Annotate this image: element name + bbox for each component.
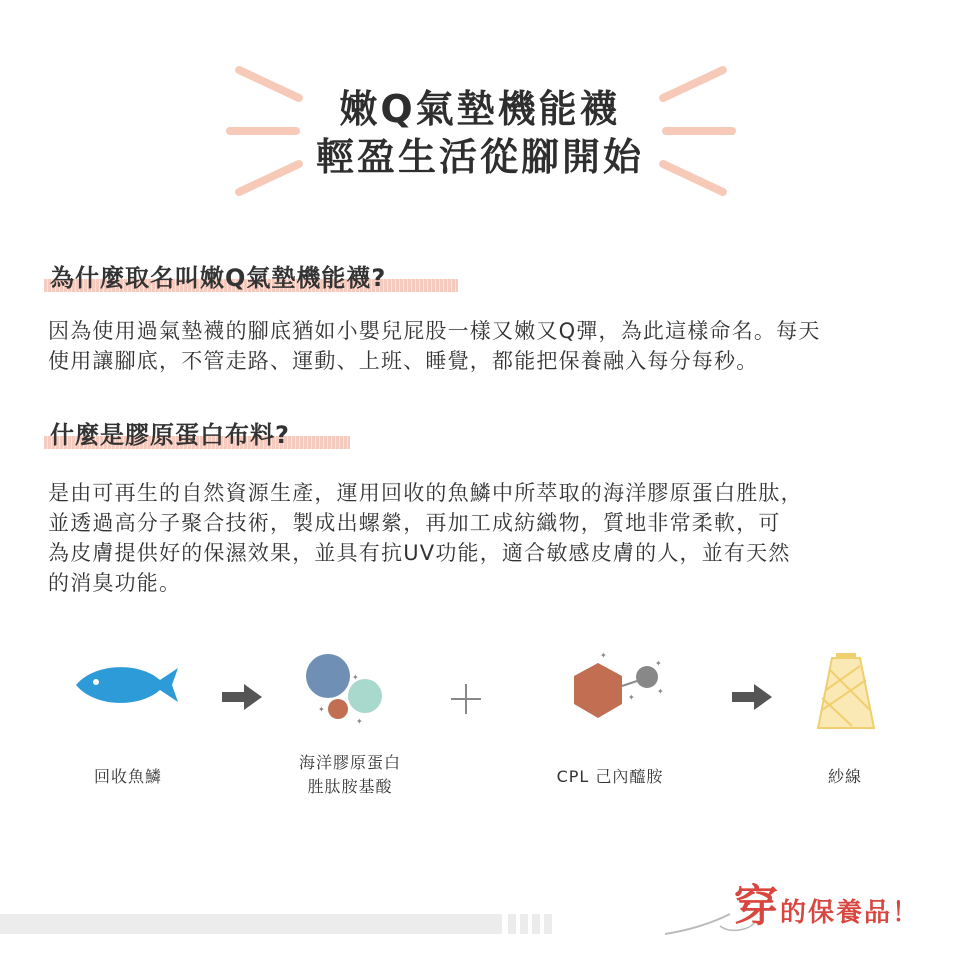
body-line: 為皮膚提供好的保濕效果，並具有抗UV功能，適合敏感皮膚的人，並有天然 xyxy=(48,541,791,565)
section-heading-2: 什麼是膠原蛋白布料? xyxy=(50,421,290,449)
process-label-cpl: CPL 己內醯胺 xyxy=(556,767,664,786)
page-title-line2: 輕盈生活從腳開始 xyxy=(315,135,644,179)
arrow-right-icon xyxy=(222,684,262,710)
fish-icon xyxy=(76,667,178,703)
body-line: 使用讓腳底，不管走路、運動、上班、睡覺，都能把保養融入每分每秒。 xyxy=(48,349,759,373)
yarn-spool-icon xyxy=(818,653,874,728)
svg-text:✦: ✦ xyxy=(352,673,359,682)
collagen-molecules-icon xyxy=(306,654,382,726)
process-diagram xyxy=(0,640,960,750)
section-heading-1: 為什麼取名叫嫩Q氣墊機能襪? xyxy=(50,264,387,292)
section-body-2 xyxy=(48,478,918,598)
label-line: 海洋膠原蛋白 xyxy=(298,753,401,772)
body-line: 並透過高分子聚合技術，製成出螺縈，再加工成紡織物，質地非常柔軟，可 xyxy=(48,511,781,535)
svg-text:✦: ✦ xyxy=(600,651,607,660)
process-label-collagen xyxy=(270,751,430,799)
brand-rest: 的保養品！ xyxy=(779,898,920,928)
footer-bar-segment xyxy=(520,914,528,934)
svg-text:✦: ✦ xyxy=(655,659,662,668)
body-line: 是由可再生的自然資源生產，運用回收的魚鱗中所萃取的海洋膠原蛋白胜肽， xyxy=(48,481,803,505)
footer-bar-segment xyxy=(508,914,516,934)
footer-bar-segment xyxy=(532,914,540,934)
svg-text:✦: ✦ xyxy=(318,705,325,714)
process-label-yarn: 紗線 xyxy=(827,767,862,786)
svg-text:✦: ✦ xyxy=(657,687,664,696)
footer-bar xyxy=(0,914,502,934)
brand-slogan xyxy=(734,870,920,934)
cpl-molecule-icon xyxy=(574,651,664,718)
body-line: 的消臭功能。 xyxy=(48,571,182,595)
brand-big-char: 穿 xyxy=(733,881,780,932)
plus-icon xyxy=(451,684,481,714)
page-title-line1: 嫩Q氣墊機能襪 xyxy=(339,87,621,131)
svg-text:✦: ✦ xyxy=(356,717,363,726)
arrow-right-icon xyxy=(732,684,772,710)
svg-text:✦: ✦ xyxy=(628,693,635,702)
process-label-fish-scales: 回收魚鱗 xyxy=(93,767,162,786)
section-body-1 xyxy=(48,316,918,376)
footer-bar-segment xyxy=(544,914,552,934)
label-line: 胜肽胺基酸 xyxy=(307,777,393,796)
body-line: 因為使用過氣墊襪的腳底猶如小嬰兒屁股一樣又嫩又Q彈，為此這樣命名。每天 xyxy=(48,319,821,343)
